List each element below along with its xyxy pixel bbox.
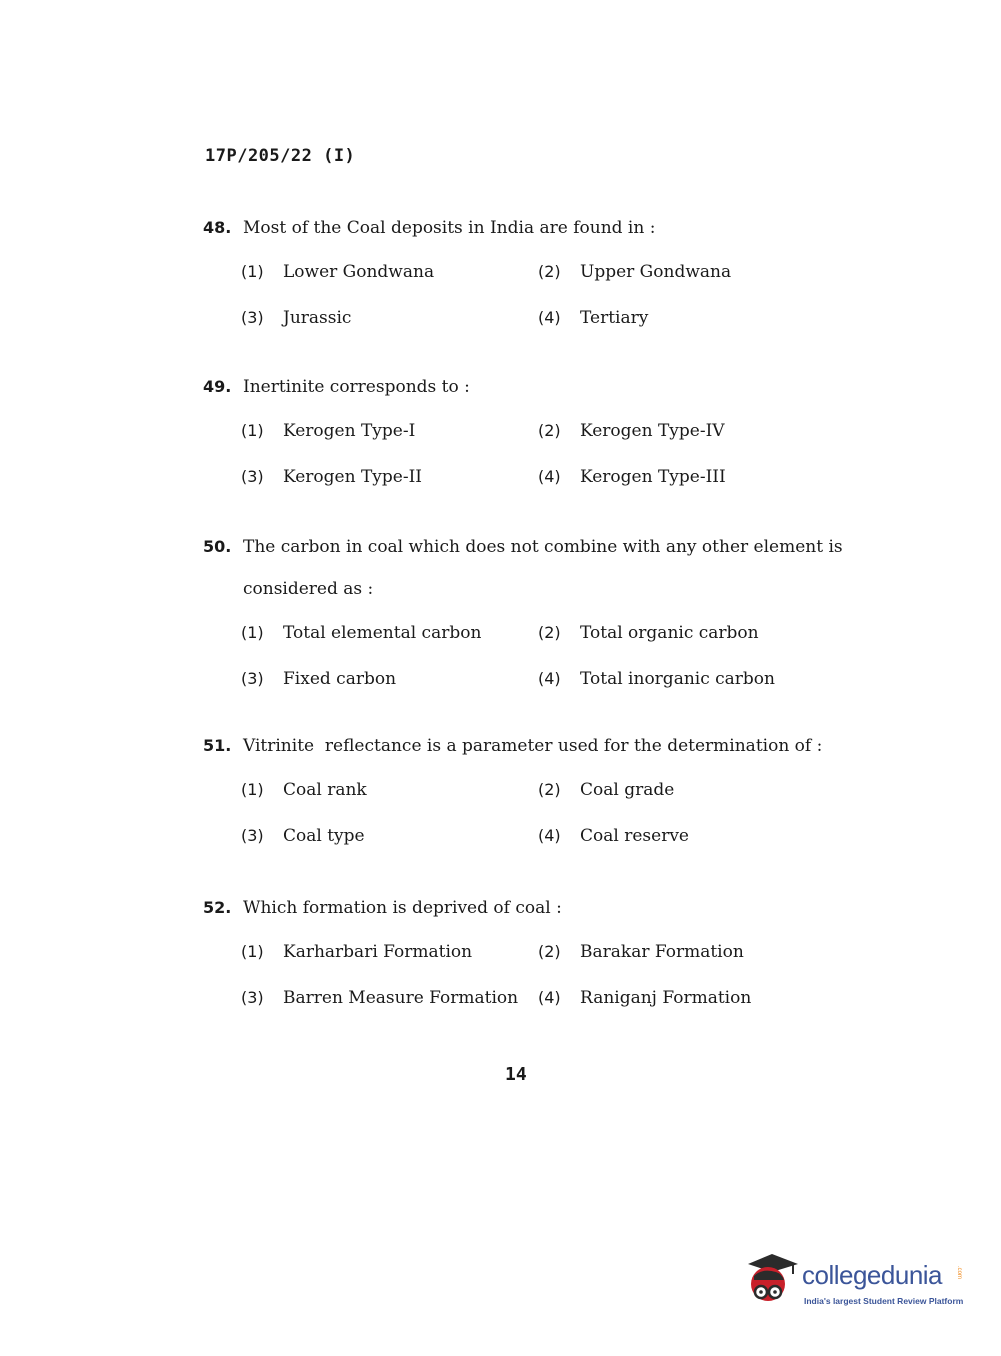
- question-number: 50.: [203, 537, 232, 556]
- option-number: (2): [538, 942, 561, 961]
- option-text: Fixed carbon: [283, 669, 397, 689]
- question-number: 48.: [203, 218, 232, 237]
- page-number: 14: [505, 1064, 527, 1085]
- option-1: [241, 929, 538, 975]
- option-number: (4): [538, 669, 561, 688]
- option-1: [241, 767, 538, 813]
- options-grid: [241, 249, 883, 341]
- option-text: Coal reserve: [580, 826, 689, 846]
- option-text: Jurassic: [283, 308, 352, 328]
- option-4: [538, 454, 838, 500]
- option-2: [538, 610, 838, 656]
- question-stem: Inertinite corresponds to :: [243, 377, 470, 397]
- brand-name: collegedunia: [802, 1260, 943, 1290]
- option-2: [538, 408, 838, 454]
- option-number: (1): [241, 942, 264, 961]
- option-3: [241, 975, 538, 1021]
- question-stem: Most of the Coal deposits in India are found in :: [243, 218, 656, 238]
- question-stem: Which formation is deprived of coal :: [243, 898, 562, 918]
- option-text: Barakar Formation: [580, 942, 744, 962]
- option-text: Kerogen Type-I: [283, 421, 416, 441]
- option-text: Barren Measure Formation: [283, 988, 519, 1008]
- option-1: [241, 249, 538, 295]
- option-3: [241, 295, 538, 341]
- paper-code: 17P/205/22 (I): [205, 146, 356, 166]
- option-2: [538, 249, 838, 295]
- option-number: (2): [538, 623, 561, 642]
- question-50: [203, 526, 883, 702]
- option-number: (4): [538, 988, 561, 1007]
- option-text: Raniganj Formation: [580, 988, 752, 1008]
- question-49: [203, 366, 883, 500]
- mascot-logo-icon: [742, 1250, 802, 1310]
- option-number: (1): [241, 623, 264, 642]
- question-number: 51.: [203, 736, 232, 755]
- question-52: [203, 887, 883, 1021]
- option-number: (4): [538, 308, 561, 327]
- option-number: (3): [241, 826, 264, 845]
- option-3: [241, 454, 538, 500]
- option-2: [538, 929, 838, 975]
- option-4: [538, 813, 838, 859]
- option-4: [538, 295, 838, 341]
- option-number: (3): [241, 988, 264, 1007]
- option-number: (1): [241, 421, 264, 440]
- question-number: 49.: [203, 377, 232, 396]
- option-1: [241, 610, 538, 656]
- options-grid: [241, 408, 883, 500]
- option-4: [538, 975, 838, 1021]
- option-3: [241, 813, 538, 859]
- option-number: (1): [241, 780, 264, 799]
- option-1: [241, 408, 538, 454]
- option-text: Tertiary: [580, 308, 649, 328]
- option-text: Coal rank: [283, 780, 367, 800]
- option-text: Kerogen Type-IV: [580, 421, 725, 441]
- option-number: (2): [538, 780, 561, 799]
- question-stem: [243, 526, 883, 610]
- option-text: Upper Gondwana: [580, 262, 732, 282]
- option-text: Kerogen Type-II: [283, 467, 423, 487]
- option-text: Coal type: [283, 826, 365, 846]
- collegedunia-watermark: [742, 1250, 972, 1320]
- question-48: [203, 207, 883, 341]
- option-number: (4): [538, 826, 561, 845]
- option-4: [538, 656, 838, 702]
- option-text: Total organic carbon: [580, 623, 759, 643]
- options-grid: [241, 929, 883, 1021]
- option-number: (3): [241, 308, 264, 327]
- question-stem: Vitrinite reflectance is a parameter used for the determination of :: [243, 736, 823, 756]
- option-text: Kerogen Type-III: [580, 467, 726, 487]
- brand-tagline: India's largest Student Review Platform: [804, 1296, 964, 1306]
- option-text: Coal grade: [580, 780, 675, 800]
- question-stem-line-2: considered as :: [243, 579, 374, 599]
- option-number: (4): [538, 467, 561, 486]
- option-text: Total inorganic carbon: [580, 669, 775, 689]
- question-51: [203, 725, 883, 859]
- option-number: (2): [538, 421, 561, 440]
- brand-domain-suffix: .com: [956, 1266, 962, 1280]
- option-text: Total elemental carbon: [283, 623, 482, 643]
- option-number: (3): [241, 669, 264, 688]
- question-stem-line-1: The carbon in coal which does not combine with any other element is: [243, 537, 843, 557]
- option-number: (1): [241, 262, 264, 281]
- option-text: Karharbari Formation: [283, 942, 473, 962]
- option-number: (3): [241, 467, 264, 486]
- option-3: [241, 656, 538, 702]
- option-number: (2): [538, 262, 561, 281]
- option-text: Lower Gondwana: [283, 262, 435, 282]
- options-grid: [241, 610, 883, 702]
- option-2: [538, 767, 838, 813]
- options-grid: [241, 767, 883, 859]
- question-number: 52.: [203, 898, 232, 917]
